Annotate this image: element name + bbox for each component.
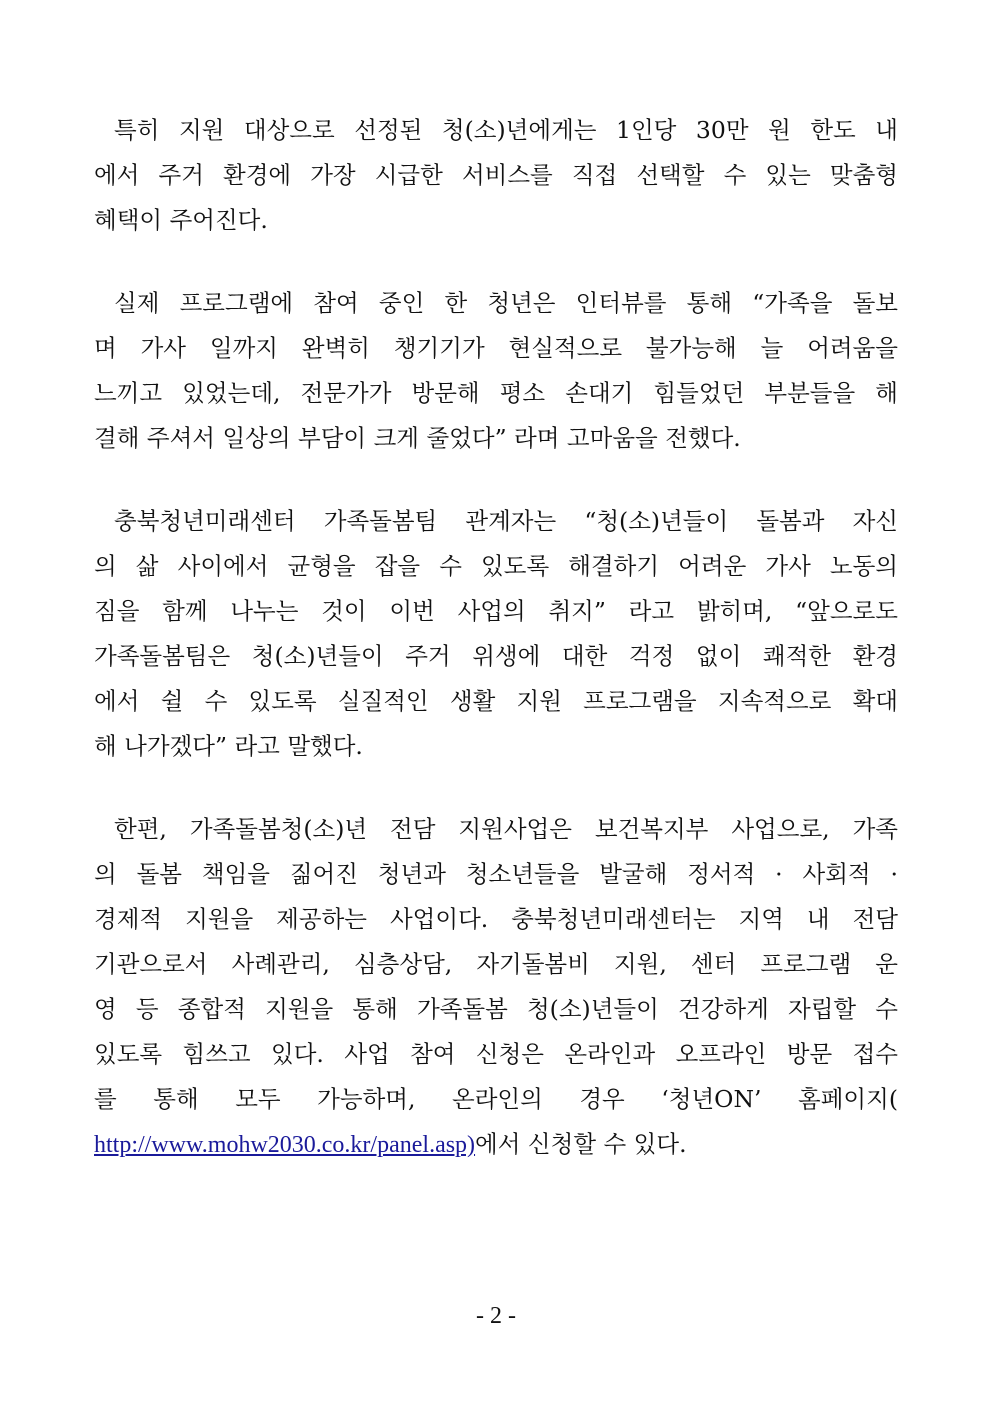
text-line: 가족돌봄팀은 청(소)년들이 주거 위생에 대한 걱정 없이 쾌적한 환경: [94, 642, 898, 670]
text-line: 짐을 함께 나누는 것이 이번 사업의 취지” 라고 밝히며, “앞으로도: [94, 597, 898, 625]
text-line: 에서 주거 환경에 가장 시급한 서비스를 직접 선택할 수 있는 맞춤형: [94, 161, 898, 189]
text-line-with-link: [94, 1122, 898, 1167]
text-line: 며 가사 일까지 완벽히 챙기기가 현실적으로 불가능해 늘 어려움을: [94, 334, 898, 362]
text-line: 의 삶 사이에서 균형을 잡을 수 있도록 해결하기 어려운 가사 노동의: [94, 552, 898, 580]
page-number: - 2 -: [476, 1303, 516, 1329]
text-line: 혜택이 주어진다.: [94, 206, 268, 234]
text-line: 느끼고 있었는데, 전문가가 방문해 평소 손대기 힘들었던 부분들을 해: [94, 379, 898, 407]
text-line: 해 나가겠다” 라고 말했다.: [94, 732, 363, 760]
text-line: 있도록 힘쓰고 있다. 사업 참여 신청은 온라인과 오프라인 방문 접수: [94, 1040, 898, 1068]
text-line: 영 등 종합적 지원을 통해 가족돌봄 청(소)년들이 건강하게 자립할 수: [94, 995, 898, 1023]
text-line: 에서 쉴 수 있도록 실질적인 생활 지원 프로그램을 지속적으로 확대: [94, 687, 898, 715]
text-line: 실제 프로그램에 참여 중인 한 청년은 인터뷰를 통해 “가족을 돌보: [114, 289, 898, 317]
paragraph-participant-interview: [94, 281, 898, 461]
paragraph-official-statement: [94, 499, 898, 769]
text-line: 결해 주셔서 일상의 부담이 크게 줄었다” 라며 고마움을 전했다.: [94, 424, 741, 452]
text-line: 한편, 가족돌봄청(소)년 전담 지원사업은 보건복지부 사업으로, 가족: [114, 815, 898, 843]
document-body: [94, 108, 898, 1205]
paragraph-program-info: [94, 807, 898, 1167]
text-line: 를 통해 모두 가능하며, 온라인의 경우 ‘청년ON’ 홈페이지(: [94, 1085, 898, 1113]
application-homepage-link[interactable]: http://www.mohw2030.co.kr/panel.asp): [94, 1132, 476, 1158]
text-line: 특히 지원 대상으로 선정된 청(소)년에게는 1인당 30만 원 한도 내: [114, 116, 898, 144]
link-trailing-text: 에서 신청할 수 있다.: [475, 1130, 687, 1158]
paragraph-support-benefit: [94, 108, 898, 243]
text-line: 기관으로서 사례관리, 심층상담, 자기돌봄비 지원, 센터 프로그램 운: [94, 950, 898, 978]
text-line: 의 돌봄 책임을 짊어진 청년과 청소년들을 발굴해 정서적 · 사회적 ·: [94, 860, 898, 888]
text-line: 경제적 지원을 제공하는 사업이다. 충북청년미래센터는 지역 내 전담: [94, 905, 898, 933]
text-line: 충북청년미래센터 가족돌봄팀 관계자는 “청(소)년들이 돌봄과 자신: [114, 507, 898, 535]
